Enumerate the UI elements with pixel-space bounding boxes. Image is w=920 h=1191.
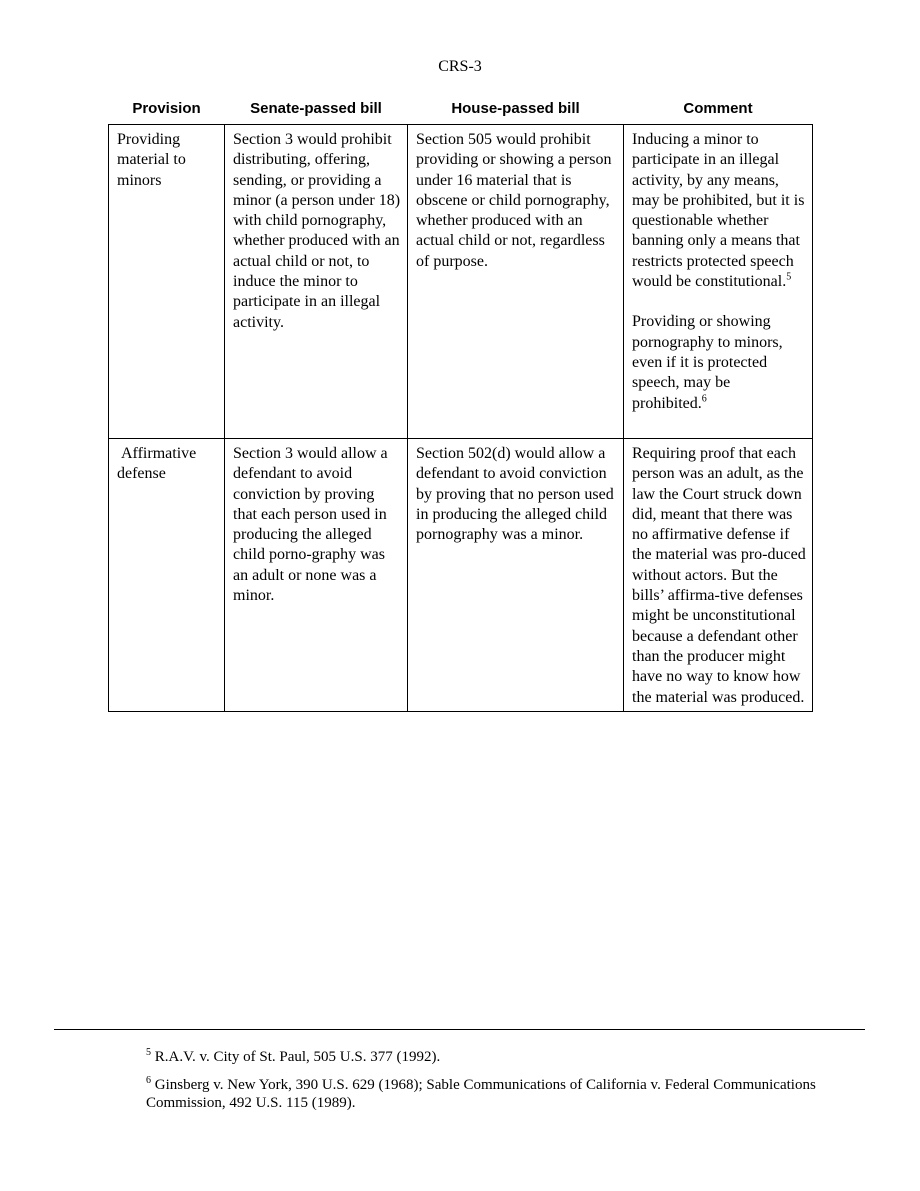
- comment-text: Inducing a minor to participate in an illegal activity, by any means, may be prohibited, but it is questionable whether banning only a means that restricts protected speech would be constitutional.: [632, 131, 805, 291]
- column-header-house: House-passed bill: [451, 100, 580, 117]
- comparison-table: [108, 96, 813, 712]
- provision-cell: Providing material to minors: [109, 125, 225, 439]
- footnote-number: 5: [146, 1047, 151, 1058]
- comment-paragraph: [632, 130, 806, 292]
- footnotes: [146, 1048, 826, 1112]
- footnote-number: 6: [146, 1075, 151, 1086]
- house-cell: Section 502(d) would allow a defendant to avoid conviction by proving that no person used in producing the alleged child pornography was a minor.: [408, 439, 624, 712]
- column-header-comment: Comment: [683, 100, 753, 117]
- footnote: [146, 1048, 826, 1066]
- senate-cell: Section 3 would prohibit distributing, offering, sending, or providing a minor (a person under 18) with child pornography, whether produced with an actual child or not, to induce the minor to participate in an illegal activity.: [225, 125, 408, 439]
- table-row: [109, 439, 813, 712]
- senate-cell: Section 3 would allow a defendant to avoid conviction by proving that each person used in producing the alleged child porno-graphy was an adult or none was a minor.: [225, 439, 408, 712]
- footnote-separator: [54, 1029, 865, 1030]
- table-header-row: [109, 96, 813, 125]
- comment-cell: [624, 125, 813, 439]
- footnote-reference: 6: [701, 393, 707, 405]
- footnote-text: Ginsberg v. New York, 390 U.S. 629 (1968); Sable Communications of California v. Federal Communications Commission, 492 U.S. 115 (1989).: [146, 1077, 816, 1111]
- footnote: [146, 1076, 826, 1112]
- column-header-provision: Provision: [132, 100, 201, 117]
- footnote-reference: 5: [786, 271, 792, 283]
- footnote-text: R.A.V. v. City of St. Paul, 505 U.S. 377 (1992).: [154, 1049, 441, 1065]
- comment-text: Providing or showing pornography to minors, even if it is protected speech, may be prohibited.: [632, 313, 783, 412]
- page-header: CRS-3: [438, 58, 482, 75]
- column-header-senate: Senate-passed bill: [250, 100, 382, 117]
- provision-cell: Affirmative defense: [109, 439, 225, 712]
- house-cell: Section 505 would prohibit providing or showing a person under 16 material that is obscene or child pornography, whether produced with an actual child or not, regardless of purpose.: [408, 125, 624, 439]
- table-row: [109, 125, 813, 439]
- comment-cell: Requiring proof that each person was an adult, as the law the Court struck down did, meant that there was no affirmative defense if the material was pro-duced without actors. But the bills’ affirma-tive defenses might be unconstitutional because a defendant other than the producer might have no way to know how the material was produced.: [624, 439, 813, 712]
- comment-paragraph: [632, 312, 806, 413]
